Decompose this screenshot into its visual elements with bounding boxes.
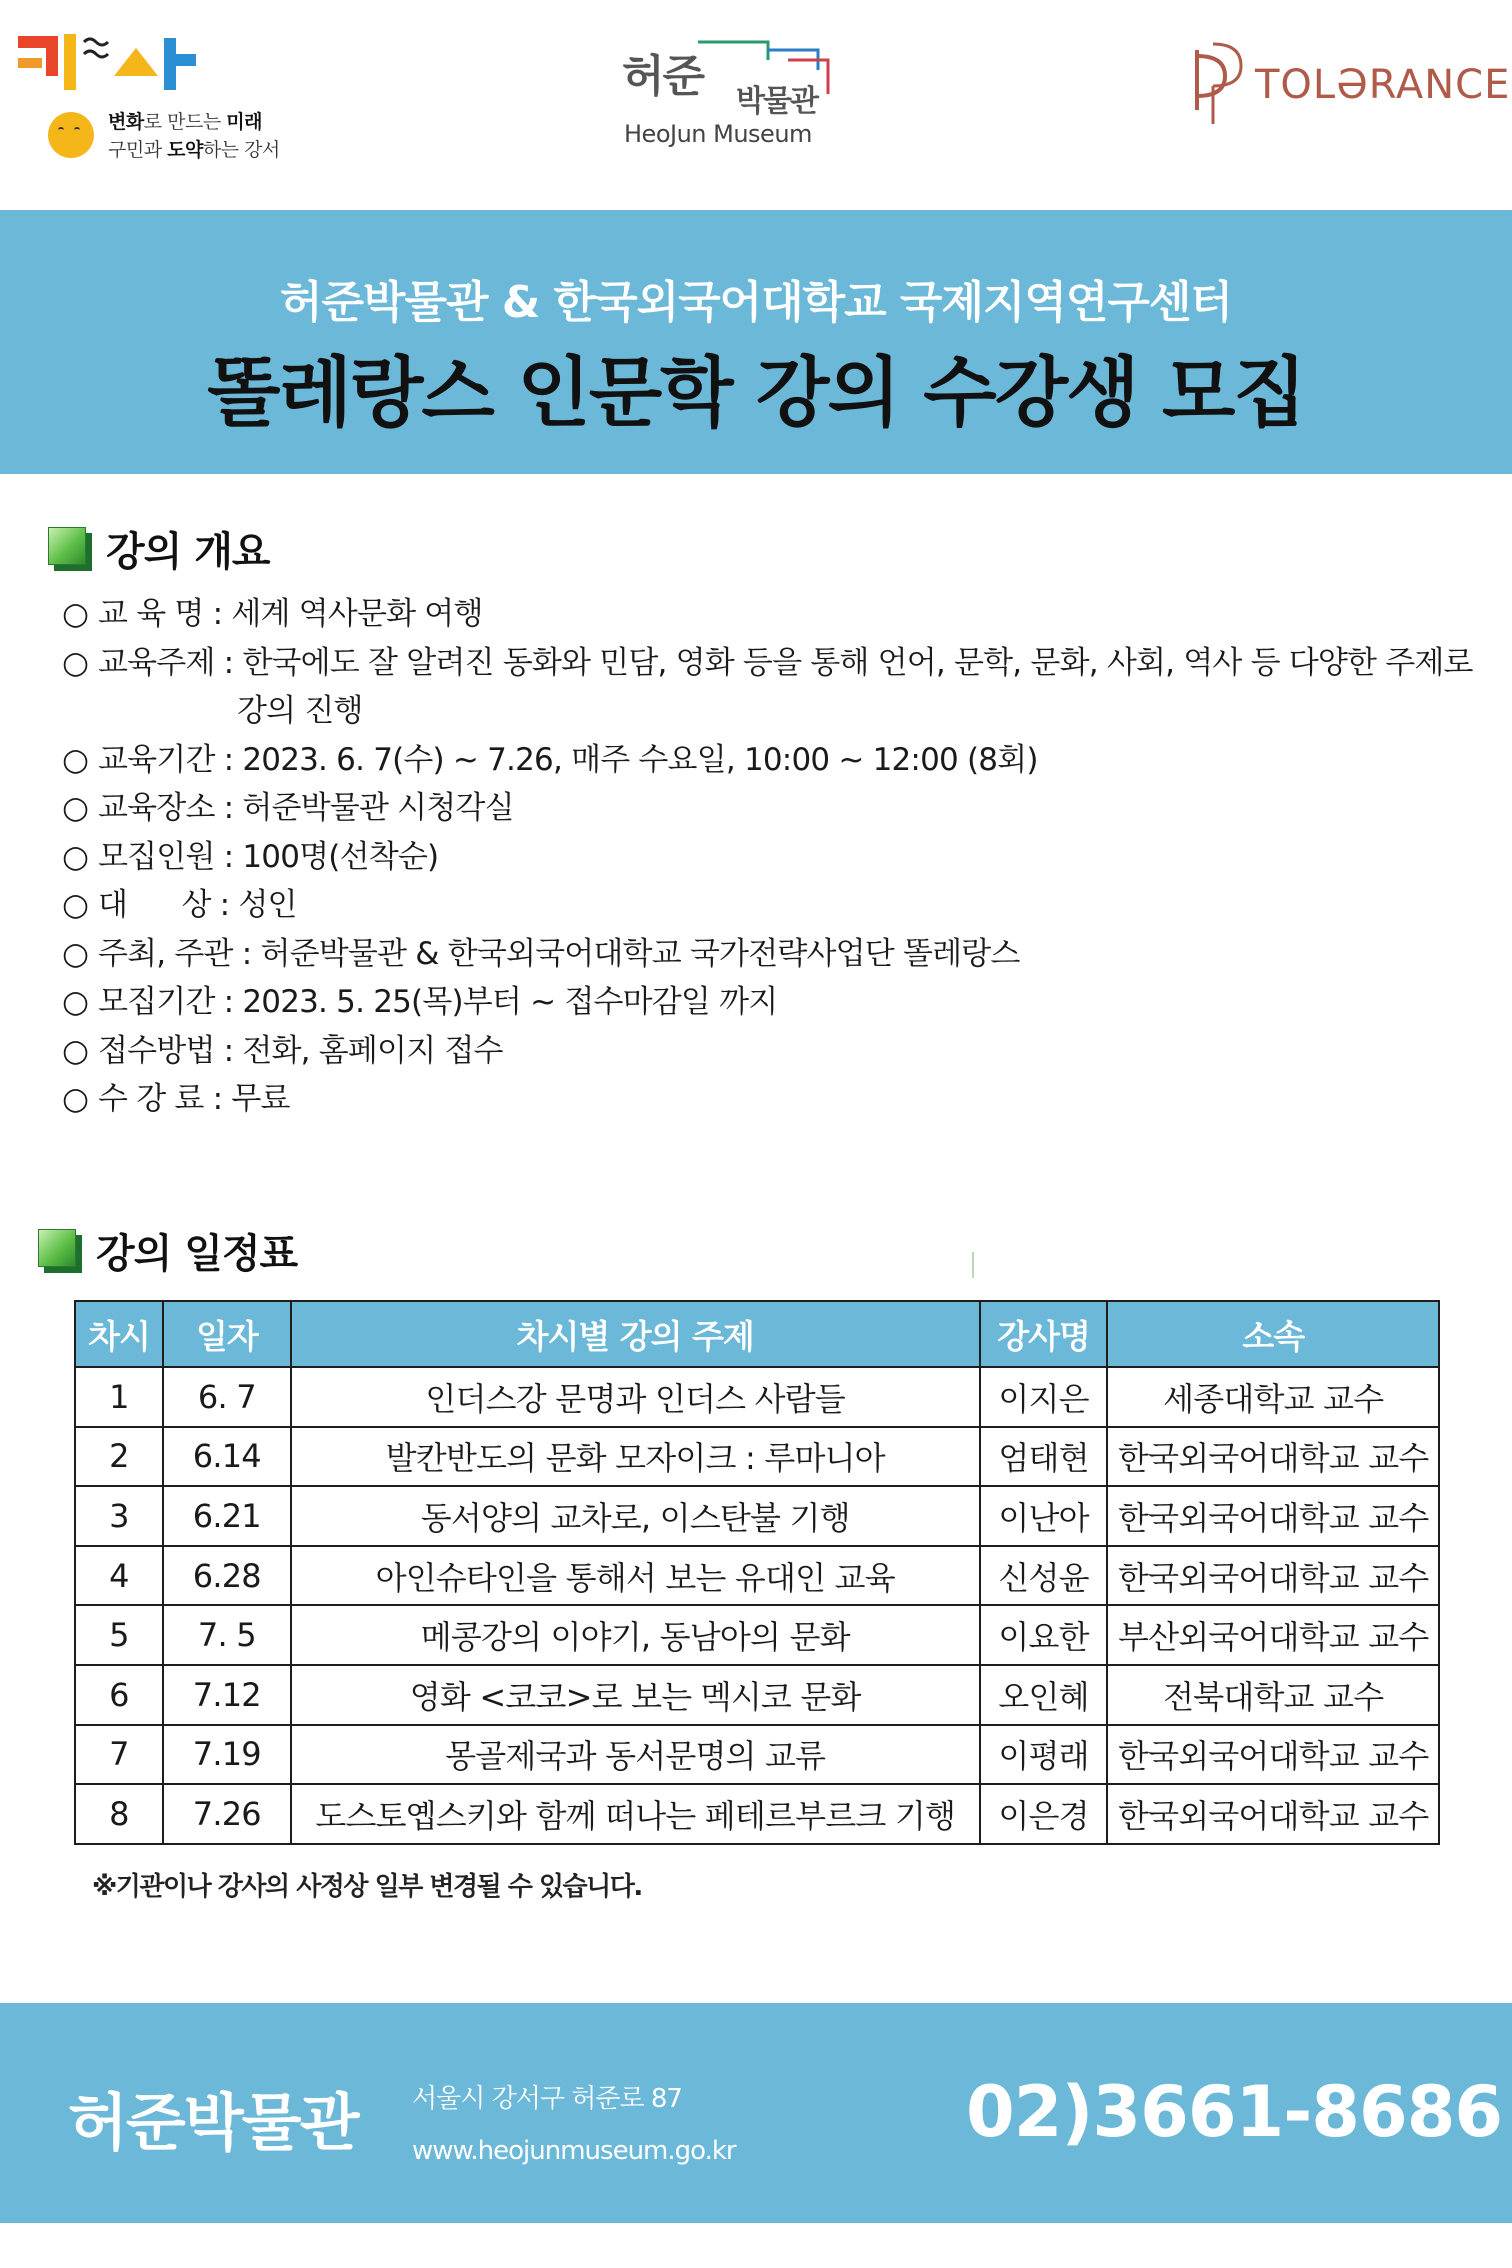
table-row xyxy=(75,1367,1439,1427)
circle-bullet-icon: ○ xyxy=(62,838,89,875)
overview-item-value: 전화, 홈페이지 접수 xyxy=(242,1032,503,1069)
overview-item-value: 허준박물관 & 한국외국어대학교 국가전략사업단 똘레랑스 xyxy=(260,935,1020,972)
schedule-heading xyxy=(38,1222,297,1279)
overview-item-value: 세계 역사문화 여행 xyxy=(231,596,483,632)
overview-item xyxy=(62,736,1462,785)
gangseo-sun-icon xyxy=(48,112,94,158)
overview-item-value: 2023. 5. 25(목)부터 ~ 접수마감일 까지 xyxy=(242,984,778,1020)
cell-session: 5 xyxy=(75,1605,163,1665)
schedule-heading-text: 강의 일정표 xyxy=(96,1231,298,1277)
overview-item-value: 100명(선착순) xyxy=(242,838,439,875)
cell-topic: 인더스강 문명과 인더스 사람들 xyxy=(291,1367,980,1427)
table-row xyxy=(75,1546,1439,1606)
circle-bullet-icon: ○ xyxy=(62,935,89,972)
cell-session: 1 xyxy=(75,1367,163,1427)
overview-item-value: 2023. 6. 7(수) ~ 7.26, 매주 수요일, 10:00 ~ 12:00 (8회) xyxy=(242,741,1038,778)
tolerance-logo-text: TOLƏRANCE xyxy=(1255,62,1511,108)
cell-affiliation: 한국외국어대학교 교수 xyxy=(1107,1486,1439,1546)
schedule-table xyxy=(74,1300,1440,1845)
page-title: 똘레랑스 인문학 강의 수강생 모집 xyxy=(207,348,1305,437)
cell-affiliation: 한국외국어대학교 교수 xyxy=(1107,1725,1439,1785)
divider-tick xyxy=(972,1252,974,1278)
header-subtitle: 허준박물관 & 한국외국어대학교 국제지역연구센터 xyxy=(280,277,1232,328)
overview-item-label: 대 상 xyxy=(98,887,211,923)
cell-affiliation: 한국외국어대학교 교수 xyxy=(1107,1784,1439,1844)
overview-item xyxy=(62,978,1462,1027)
cell-session: 3 xyxy=(75,1486,163,1546)
col-header-lecturer: 강사명 xyxy=(980,1301,1108,1367)
overview-item xyxy=(62,590,1462,639)
overview-item-label: 모집기간 xyxy=(98,984,215,1020)
cell-topic: 아인슈타인을 통해서 보는 유대인 교육 xyxy=(291,1546,980,1606)
cell-lecturer: 이평래 xyxy=(980,1725,1108,1785)
col-header-date: 일자 xyxy=(163,1301,291,1367)
overview-heading-text: 강의 개요 xyxy=(106,529,270,575)
table-row xyxy=(75,1784,1439,1844)
cell-date: 7.26 xyxy=(163,1784,291,1844)
overview-item xyxy=(62,930,1462,979)
overview-item-label: 주최, 주관 xyxy=(98,935,233,972)
overview-item-label: 모집인원 xyxy=(98,838,215,875)
cell-topic: 메콩강의 이야기, 동남아의 문화 xyxy=(291,1605,980,1665)
col-header-topic: 차시별 강의 주제 xyxy=(291,1301,980,1367)
table-row xyxy=(75,1427,1439,1487)
gangseo-mark-icon xyxy=(18,28,208,108)
col-header-affiliation: 소속 xyxy=(1107,1301,1439,1367)
overview-heading xyxy=(48,520,270,577)
overview-item-separator: : xyxy=(214,790,243,826)
cell-affiliation: 세종대학교 교수 xyxy=(1107,1367,1439,1427)
cell-date: 7.12 xyxy=(163,1665,291,1725)
overview-item xyxy=(62,1075,1462,1124)
overview-item xyxy=(62,833,1462,882)
overview-item-label: 교육장소 xyxy=(98,790,215,826)
table-row xyxy=(75,1486,1439,1546)
table-row xyxy=(75,1605,1439,1665)
overview-item xyxy=(62,639,1473,688)
cell-date: 6. 7 xyxy=(163,1367,291,1427)
overview-item xyxy=(62,784,1462,833)
cell-lecturer: 신성윤 xyxy=(980,1546,1108,1606)
footer-museum-name: 허준박물관 xyxy=(68,2086,358,2159)
overview-item-separator: : xyxy=(232,935,261,972)
overview-item-label: 접수방법 xyxy=(98,1032,215,1069)
cell-topic: 몽골제국과 동서문명의 교류 xyxy=(291,1725,980,1785)
circle-bullet-icon: ○ xyxy=(62,1032,89,1069)
overview-item-separator: : xyxy=(214,644,243,681)
cell-date: 6.28 xyxy=(163,1546,291,1606)
footer-phone-number[interactable]: 02)3661-8686 xyxy=(966,2071,1503,2153)
overview-item-separator: : xyxy=(214,1032,243,1069)
overview-item-separator: : xyxy=(214,984,243,1020)
gangseo-slogan: 변화로 만드는 미래 구민과 도약하는 강서 xyxy=(108,111,280,161)
header-band xyxy=(0,210,1512,474)
cell-session: 2 xyxy=(75,1427,163,1487)
cell-topic: 동서양의 교차로, 이스탄불 기행 xyxy=(291,1486,980,1546)
cell-lecturer: 오인혜 xyxy=(980,1665,1108,1725)
overview-item-separator: : xyxy=(203,596,232,632)
schedule-note: ※기관이나 강사의 사정상 일부 변경될 수 있습니다. xyxy=(92,1872,642,1902)
green-square-icon xyxy=(38,1229,82,1273)
cell-lecturer: 이난아 xyxy=(980,1486,1108,1546)
heojun-logo-title: 허준 xyxy=(622,51,704,102)
green-square-icon xyxy=(48,527,92,571)
cell-topic: 발칸반도의 문화 모자이크 : 루마니아 xyxy=(291,1427,980,1487)
cell-affiliation: 전북대학교 교수 xyxy=(1107,1665,1439,1725)
overview-item-value: 무료 xyxy=(231,1081,290,1117)
cell-date: 6.21 xyxy=(163,1486,291,1546)
overview-item-label: 교 육 명 xyxy=(98,596,204,632)
cell-session: 8 xyxy=(75,1784,163,1844)
cell-date: 6.14 xyxy=(163,1427,291,1487)
circle-bullet-icon: ○ xyxy=(62,790,89,826)
footer-address: 서울시 강서구 허준로 87 xyxy=(412,2084,682,2114)
table-row xyxy=(75,1665,1439,1725)
heojun-museum-logo[interactable] xyxy=(618,30,858,160)
cell-topic: 도스토옙스키와 함께 떠나는 페테르부르크 기행 xyxy=(291,1784,980,1844)
cell-date: 7.19 xyxy=(163,1725,291,1785)
cell-topic: 영화 <코코>로 보는 멕시코 문화 xyxy=(291,1665,980,1725)
cell-lecturer: 이은경 xyxy=(980,1784,1108,1844)
circle-bullet-icon: ○ xyxy=(62,741,89,778)
footer xyxy=(0,2003,1512,2223)
overview-item xyxy=(62,1027,1462,1076)
cell-lecturer: 엄태현 xyxy=(980,1427,1108,1487)
col-header-session: 차시 xyxy=(75,1301,163,1367)
overview-item-separator: : xyxy=(214,741,243,778)
table-header-row xyxy=(75,1301,1439,1367)
overview-item xyxy=(62,881,1462,930)
overview-item-value: 성인 xyxy=(238,887,297,923)
cell-date: 7. 5 xyxy=(163,1605,291,1665)
overview-item-label: 교육기간 xyxy=(98,741,215,778)
overview-item-label: 수 강 료 xyxy=(98,1081,204,1117)
cell-session: 4 xyxy=(75,1546,163,1606)
overview-item-value: 허준박물관 시청각실 xyxy=(242,790,514,826)
overview-item-separator: : xyxy=(203,1081,232,1117)
tolerance-logo[interactable] xyxy=(1185,40,1511,130)
table-row xyxy=(75,1725,1439,1785)
cell-affiliation: 한국외국어대학교 교수 xyxy=(1107,1427,1439,1487)
cell-affiliation: 한국외국어대학교 교수 xyxy=(1107,1546,1439,1606)
overview-item-separator: : xyxy=(210,887,239,923)
circle-bullet-icon: ○ xyxy=(62,887,89,923)
tolerance-mark-icon xyxy=(1185,40,1249,130)
heojun-logo-english: HeoJun Museum xyxy=(624,120,812,148)
circle-bullet-icon: ○ xyxy=(62,1081,89,1117)
cell-session: 6 xyxy=(75,1665,163,1725)
overview-item-continuation: 강의 진행 xyxy=(237,693,363,729)
circle-bullet-icon: ○ xyxy=(62,596,89,632)
overview-list xyxy=(62,590,1473,1124)
heojun-logo-subtitle: 박물관 xyxy=(736,84,817,119)
cell-lecturer: 이지은 xyxy=(980,1367,1108,1427)
cell-affiliation: 부산외국어대학교 교수 xyxy=(1107,1605,1439,1665)
overview-item-separator: : xyxy=(214,838,243,875)
gangseo-logo[interactable] xyxy=(18,28,318,178)
overview-item-value: 한국에도 잘 알려진 동화와 민담, 영화 등을 통해 언어, 문학, 문화, 사회, 역사 등 다양한 주제로 xyxy=(242,644,1473,681)
footer-website-link[interactable]: www.heojunmuseum.go.kr xyxy=(412,2136,736,2166)
logo-bar xyxy=(0,0,1512,210)
cell-session: 7 xyxy=(75,1725,163,1785)
circle-bullet-icon: ○ xyxy=(62,984,89,1020)
circle-bullet-icon: ○ xyxy=(62,644,89,681)
overview-item-label: 교육주제 xyxy=(98,644,215,681)
cell-lecturer: 이요한 xyxy=(980,1605,1108,1665)
